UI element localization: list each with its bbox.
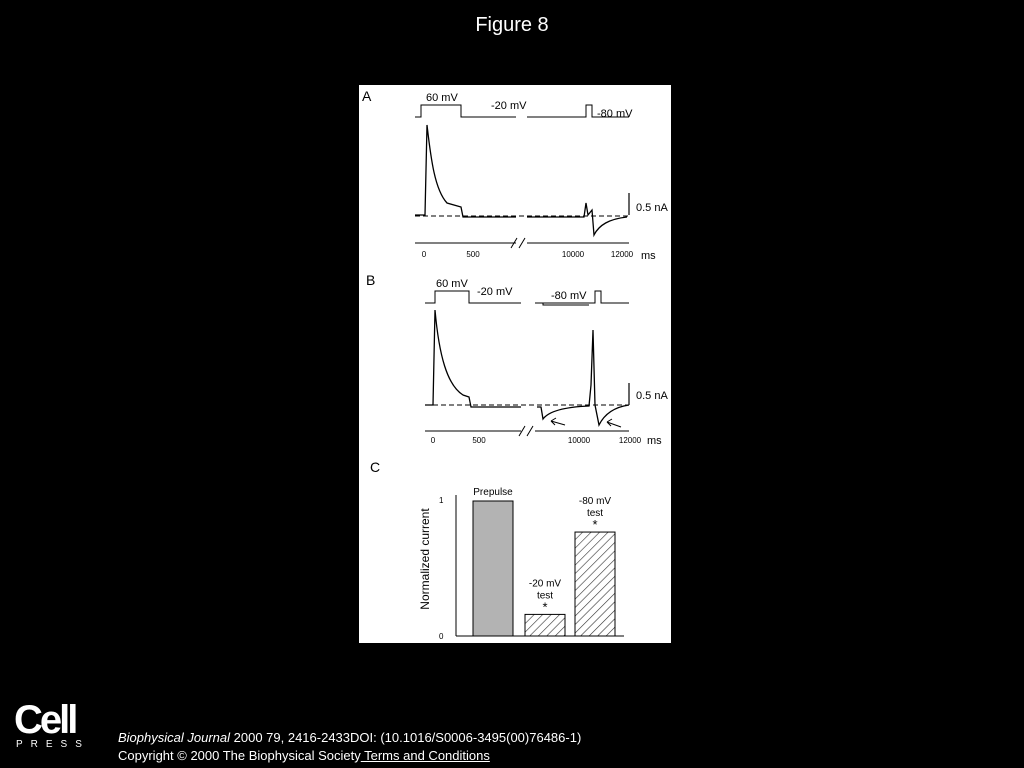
panel-c-ylabel: Normalized current [418,508,432,610]
logo-word: Cell [14,698,76,742]
bar-2 [575,532,615,636]
bar-label-2-line-0: -80 mV [578,496,612,508]
copyright [118,748,490,763]
copyright-text: Copyright © 2000 The Biophysical Society [118,748,361,763]
citation [118,730,581,745]
panel-a-label-neg80mv: -80 mV [597,108,633,120]
panel-b-label-neg80mv: -80 mV [551,290,587,302]
significance-star-1: * [542,599,548,615]
bar-0 [473,501,513,636]
panel-a-tick-10000: 10000 [561,250,585,259]
panel-a-tick-500: 500 [466,250,480,259]
bar-label-0-line-0: Prepulse [473,487,513,498]
panel-a [362,88,668,262]
bar-label-1-line-1: test [536,590,554,602]
panel-b-axis-break [519,426,533,436]
panel-b-label: B [366,272,376,288]
panel-b-tick-0: 0 [430,436,436,445]
panel-b-arrow-1 [551,418,565,425]
panel-a-label: A [362,88,372,104]
panel-b-x-unit: ms [647,435,662,447]
panel-a-current-trace [415,125,627,235]
panel-a-tick-0: 0 [421,250,427,259]
citation-details: 2000 79, 2416-2433DOI: (10.1016/S0006-3495(00)76486-1) [230,730,582,745]
panel-b-tick-10000: 10000 [567,436,591,445]
panel-a-scale-label: 0.5 nA [636,202,668,214]
figure-panel [359,85,671,643]
panel-b [366,272,668,447]
panel-a-x-unit: ms [641,250,656,262]
bar-label-2-line-1: test [586,508,604,520]
journal-name: Biophysical Journal [118,730,231,745]
panel-c [370,459,624,641]
panel-b-label-60mv: 60 mV [436,278,468,290]
panel-b-scale-label: 0.5 nA [636,390,668,402]
bar-label-1-line-0: -20 mV [528,578,562,590]
panel-c-ytick-0: 0 [439,632,444,641]
panel-c-ytick-1: 1 [439,496,444,505]
logo-press: PRESS [16,739,90,750]
panel-b-arrow-2 [607,419,621,427]
panel-a-label-60mv: 60 mV [426,92,458,104]
panel-a-tick-12000: 12000 [610,250,634,259]
panel-b-label-neg20mv: -20 mV [477,286,513,298]
cell-press-logo [14,698,90,750]
bar-1 [525,614,565,636]
panel-b-current-trace [425,310,629,425]
panel-b-tick-12000: 12000 [618,436,642,445]
slide-title: Figure 8 [475,14,549,36]
panel-a-label-neg20mv: -20 mV [491,100,527,112]
significance-star-2: * [592,517,598,533]
panel-c-label: C [370,459,381,475]
panel-b-protocol-trace [425,291,629,305]
panel-b-tick-500: 500 [472,436,486,445]
terms-link[interactable]: Terms and Conditions [360,748,490,763]
